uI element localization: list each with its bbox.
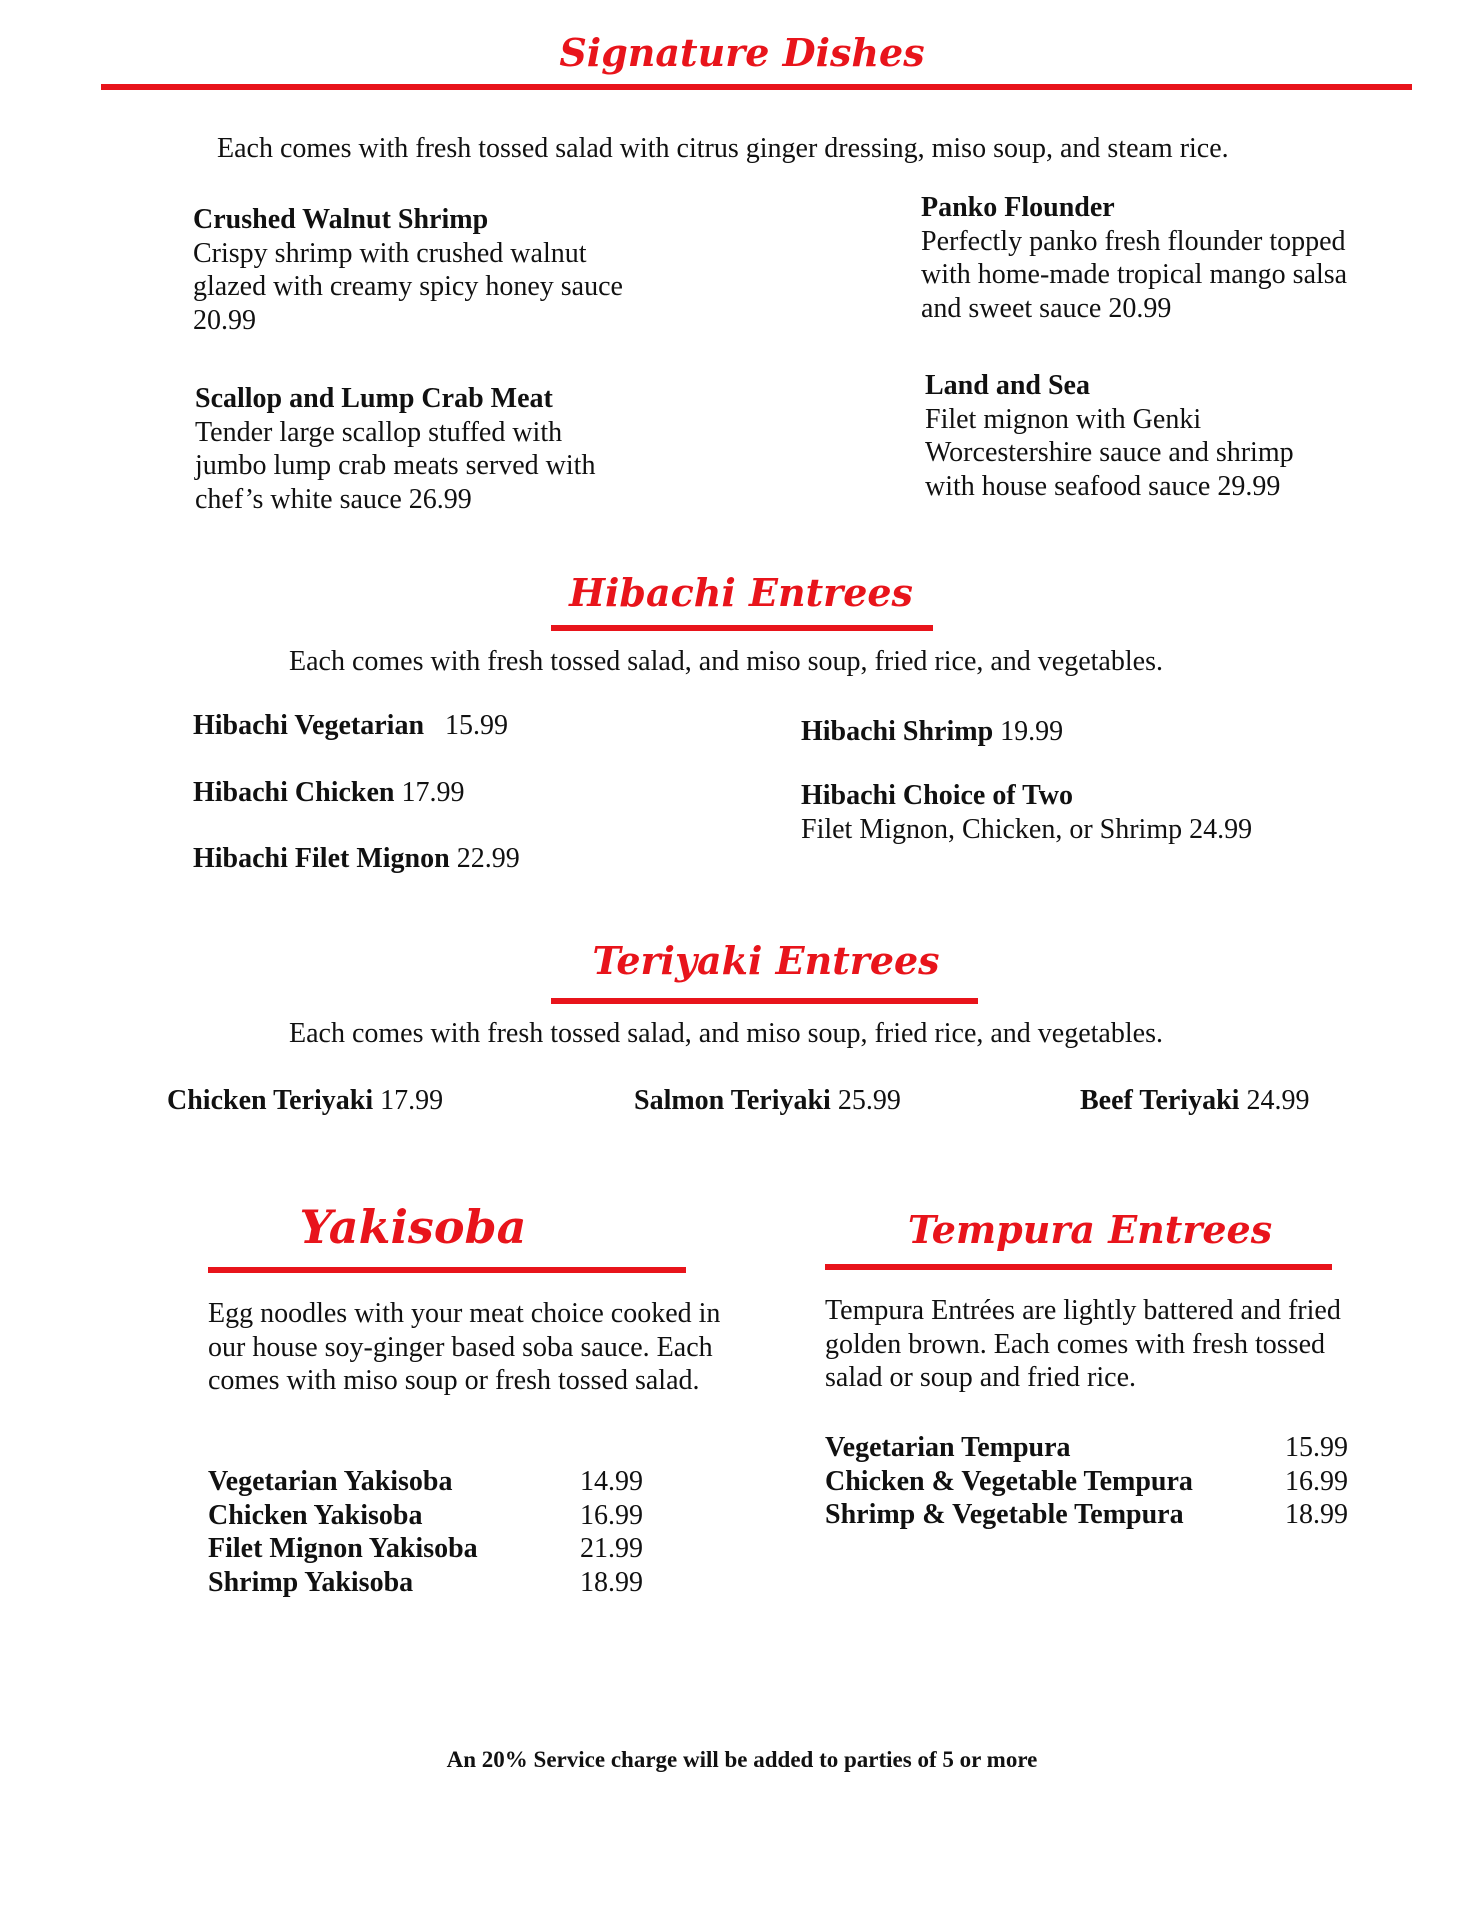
dish-name: Crushed Walnut Shrimp xyxy=(193,204,489,235)
item-price: 15.99 xyxy=(1285,1432,1348,1463)
tempura-title: Tempura Entrees xyxy=(907,1207,1273,1252)
dish-land-and-sea xyxy=(925,369,1345,503)
item-name: Hibachi Chicken xyxy=(193,777,395,808)
item-name: Shrimp Yakisoba xyxy=(208,1566,414,1598)
hibachi-rule xyxy=(551,625,933,631)
price-row xyxy=(825,1431,1348,1465)
hibachi-note: Each comes with fresh tossed salad, and miso soup, fried rice, and vegetables. xyxy=(289,646,1163,677)
signature-rule xyxy=(101,84,1412,90)
teriyaki-item xyxy=(167,1085,443,1117)
dish-desc: Tender large scallop stuffed with jumbo lump crab meats served with chef’s white sauce 26.99 xyxy=(195,416,596,515)
yakisoba-title: Yakisoba xyxy=(299,1200,527,1254)
hibachi-item xyxy=(193,710,508,742)
item-price: 19.99 xyxy=(1000,716,1064,747)
item-price: 17.99 xyxy=(401,777,465,808)
item-name: Filet Mignon Yakisoba xyxy=(208,1533,478,1564)
tempura-desc: Tempura Entrées are lightly battered and fried golden brown. Each comes with fresh tossed salad or soup and fried rice. xyxy=(825,1295,1341,1393)
item-name: Vegetarian Tempura xyxy=(825,1432,1071,1463)
item-price: 25.99 xyxy=(837,1085,901,1116)
item-price: 18.99 xyxy=(1285,1499,1348,1530)
price-row xyxy=(208,1566,643,1600)
item-name: Chicken & Vegetable Tempura xyxy=(825,1465,1193,1497)
item-name: Hibachi Filet Mignon xyxy=(193,843,450,874)
price-row xyxy=(825,1498,1348,1532)
teriyaki-item xyxy=(1080,1085,1309,1117)
hibachi-item xyxy=(193,777,464,809)
hibachi-title: Hibachi Entrees xyxy=(569,570,913,615)
dish-crushed-walnut-shrimp xyxy=(193,203,653,337)
yakisoba-price-list xyxy=(208,1465,643,1599)
item-name: Salmon Teriyaki xyxy=(634,1085,831,1116)
dish-desc: Filet mignon with Genki Worcestershire sauce and shrimp with house seafood sauce 29.99 xyxy=(925,403,1294,502)
hibachi-choice xyxy=(801,779,1361,846)
dish-desc: Perfectly panko fresh flounder topped with home-made tropical mango salsa and sweet sauce 20.99 xyxy=(921,225,1348,324)
yakisoba-rule xyxy=(208,1267,686,1273)
hibachi-item xyxy=(801,716,1063,748)
item-name: Hibachi Vegetarian xyxy=(193,710,425,741)
dish-name: Scallop and Lump Crab Meat xyxy=(195,383,553,414)
item-price: 24.99 xyxy=(1246,1085,1310,1116)
service-charge-note: An 20% Service charge will be added to parties of 5 or more xyxy=(446,1747,1038,1772)
teriyaki-title: Teriyaki Entrees xyxy=(592,938,940,983)
item-name: Chicken Yakisoba xyxy=(208,1499,423,1531)
item-desc: Filet Mignon, Chicken, or Shrimp 24.99 xyxy=(801,813,1253,845)
item-name: Beef Teriyaki xyxy=(1080,1085,1240,1116)
item-price: 16.99 xyxy=(580,1499,643,1531)
hibachi-item xyxy=(193,843,520,875)
price-row xyxy=(208,1465,643,1499)
item-price: 17.99 xyxy=(380,1085,444,1116)
item-price: 21.99 xyxy=(580,1533,643,1564)
yakisoba-desc: Egg noodles with your meat choice cooked in our house soy-ginger based soba sauce. Each comes with miso soup or fresh tossed salad. xyxy=(208,1298,721,1396)
price-row xyxy=(825,1465,1348,1499)
item-price: 18.99 xyxy=(580,1566,643,1598)
item-price: 16.99 xyxy=(1285,1465,1348,1497)
tempura-rule xyxy=(825,1264,1332,1270)
item-name: Shrimp & Vegetable Tempura xyxy=(825,1499,1184,1530)
dish-name: Panko Flounder xyxy=(921,192,1115,223)
item-name: Vegetarian Yakisoba xyxy=(208,1466,453,1497)
dish-panko-flounder xyxy=(921,191,1361,325)
teriyaki-note: Each comes with fresh tossed salad, and miso soup, fried rice, and vegetables. xyxy=(289,1018,1163,1049)
item-name: Chicken Teriyaki xyxy=(167,1085,374,1116)
item-name: Hibachi Shrimp xyxy=(801,716,994,747)
tempura-price-list xyxy=(825,1431,1348,1532)
dish-name: Land and Sea xyxy=(925,370,1090,401)
item-price: 14.99 xyxy=(580,1466,643,1497)
teriyaki-rule xyxy=(551,998,978,1004)
price-row xyxy=(208,1499,643,1533)
item-price: 22.99 xyxy=(456,843,520,874)
dish-scallop-crab xyxy=(195,382,605,516)
price-row xyxy=(208,1532,643,1566)
signature-note: Each comes with fresh tossed salad with citrus ginger dressing, miso soup, and steam rice. xyxy=(217,133,1229,164)
item-price: 15.99 xyxy=(445,710,509,741)
teriyaki-item xyxy=(634,1085,901,1117)
signature-title: Signature Dishes xyxy=(559,30,925,75)
item-name: Hibachi Choice of Two xyxy=(801,780,1073,811)
dish-desc: Crispy shrimp with crushed walnut glazed with creamy spicy honey sauce 20.99 xyxy=(193,237,623,336)
